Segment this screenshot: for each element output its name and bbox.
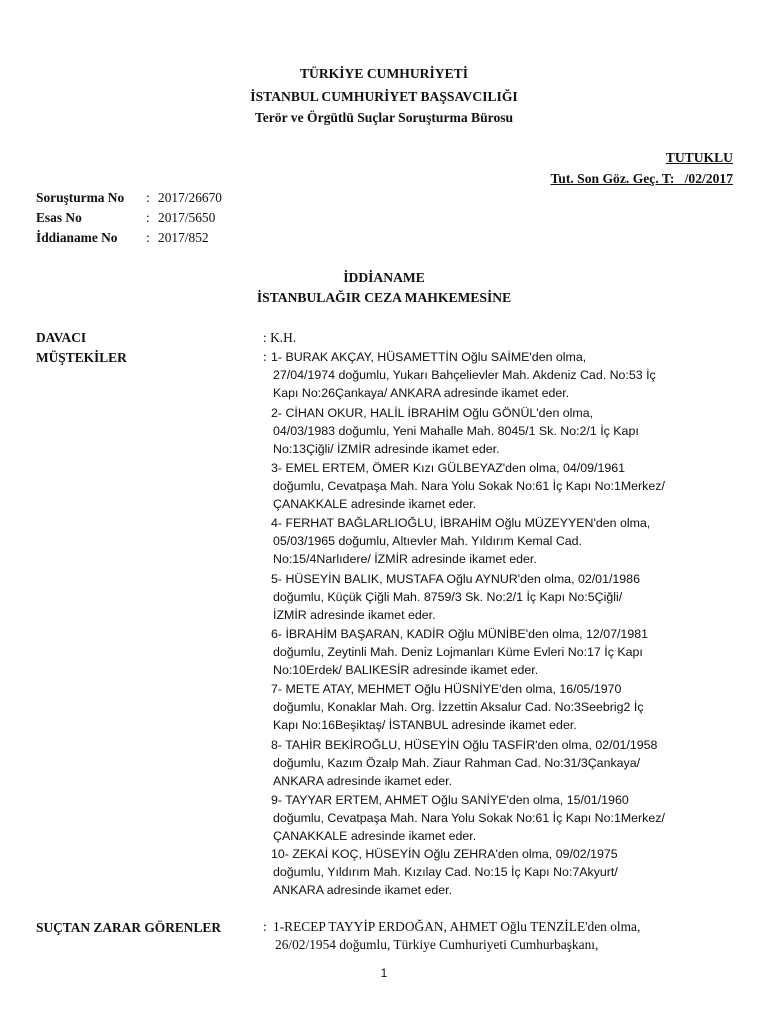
entry-line: 5- HÜSEYİN BALIK, MUSTAFA Oğlu AYNUR'den olma, 02/01/1986 [271, 572, 640, 586]
entry-line: doğumlu, Kazım Özalp Mah. Ziaur Rahman Cad. No:31/3Çankaya/ [273, 756, 641, 770]
entry-line: 6- İBRAHİM BAŞARAN, KADİR Oğlu MÜNİBE'den olma, 12/07/1981 [271, 627, 648, 641]
complainant-entry [271, 348, 741, 402]
entry-line: 4- FERHAT BAĞLARLIOĞLU, İBRAHİM Oğlu MÜZEYYEN'den olma, [271, 516, 651, 530]
meta-investigation-no [36, 190, 222, 206]
victims-label: SUÇTAN ZARAR GÖRENLER [36, 920, 222, 935]
complainant-entry [271, 736, 741, 790]
complainant-entry [271, 680, 741, 734]
davaci-value [263, 329, 733, 347]
entry-line: 1- BURAK AKÇAY, HÜSAMETTİN Oğlu SAİME'den olma, [271, 350, 587, 364]
entry-line: 05/03/1965 doğumlu, Altıevler Mah. Yıldırım Kemal Cad. [273, 534, 583, 548]
meta-label: Soruşturma No [36, 190, 125, 205]
entry-line: İZMİR adresinde ikamet eder. [273, 608, 436, 622]
entry-line: 04/03/1983 doğumlu, Yeni Mahalle Mah. 8045/1 Sk. No:2/1 İç Kapı [273, 424, 639, 438]
entry-line: doğumlu, Cevatpaşa Mah. Nara Yolu Sokak No:61 İç Kapı No:1Merkez/ [273, 479, 665, 493]
court-title: İSTANBULAĞIR CEZA MAHKEMESİNE [256, 290, 512, 305]
davaci-colon: : [263, 330, 267, 345]
complainant-entry [271, 570, 741, 624]
entry-line: 1-RECEP TAYYİP ERDOĞAN, AHMET Oğlu TENZİLE'den olma, [273, 919, 641, 934]
entry-line: No:15/4Narlıdere/ İZMİR adresinde ikamet eder. [273, 552, 537, 566]
entry-line: ANKARA adresinde ikamet eder. [273, 774, 453, 788]
status-detention-date: Tut. Son Göz. Geç. T: /02/2017 [550, 171, 733, 186]
entry-line: doğumlu, Cevatpaşa Mah. Nara Yolu Sokak No:61 İç Kapı No:1Merkez/ [273, 811, 665, 825]
status-tutuklu: TUTUKLU [665, 150, 733, 165]
victims-colon: : [263, 919, 267, 934]
entry-line: ÇANAKKALE adresinde ikamet eder. [273, 497, 477, 511]
entry-line: Kapı No:16Beşiktaş/ İSTANBUL adresinde ikamet eder. [273, 718, 577, 732]
entry-line: 26/02/1954 doğumlu, Türkiye Cumhuriyeti Cumhurbaşkanı, [275, 937, 599, 952]
meta-value: 2017/26670 [158, 190, 222, 205]
meta-colon: : [146, 230, 150, 245]
musteki-colon: : [263, 349, 267, 364]
entry-line: doğumlu, Küçük Çiğli Mah. 8759/3 Sk. No:2/1 İç Kapı No:5Çiğli/ [273, 590, 623, 604]
meta-indictment-no [36, 230, 209, 246]
page-number: 1 [380, 966, 388, 980]
header-bureau: Terör ve Örgütlü Suçlar Soruşturma Bürosu [254, 110, 514, 125]
entry-line: 3- EMEL ERTEM, ÖMER Kızı GÜLBEYAZ'den olma, 04/09/1961 [271, 461, 626, 475]
davaci-name: K.H. [270, 330, 297, 345]
entry-line: doğumlu, Konaklar Mah. Org. İzzettin Aksalur Cad. No:3Seebrig2 İç [273, 700, 644, 714]
complainant-entry [271, 459, 741, 513]
meta-colon: : [146, 190, 150, 205]
entry-line: 27/04/1974 doğumlu, Yukarı Bahçelievler Mah. Akdeniz Cad. No:53 İç [273, 368, 656, 382]
meta-label: Esas No [36, 210, 82, 225]
entry-line: doğumlu, Zeytinli Mah. Deniz Lojmanları Küme Evleri No:17 İç Kapı [273, 645, 643, 659]
entry-line: ÇANAKKALE adresinde ikamet eder. [273, 829, 477, 843]
meta-label: İddianame No [36, 230, 118, 245]
complainant-entry [271, 791, 741, 845]
entry-line: 8- TAHİR BEKİROĞLU, HÜSEYİN Oğlu TASFİR'den olma, 02/01/1958 [271, 738, 658, 752]
header-republic: TÜRKİYE CUMHURİYETİ [299, 66, 469, 81]
entry-line: No:10Erdek/ BALIKESİR adresinde ikamet eder. [273, 663, 539, 677]
meta-colon: : [146, 210, 150, 225]
meta-value: 2017/5650 [158, 210, 216, 225]
complainant-entry [271, 514, 741, 568]
musteki-label: MÜŞTEKİLER [36, 350, 127, 365]
entry-line: doğumlu, Yıldırım Mah. Kızılay Cad. No:15 İç Kapı No:7Akyurt/ [273, 865, 618, 879]
entry-line: 10- ZEKAİ KOÇ, HÜSEYİN Oğlu ZEHRA'den olma, 09/02/1975 [271, 847, 618, 861]
entry-line: 7- METE ATAY, MEHMET Oğlu HÜSNİYE'den olma, 16/05/1970 [271, 682, 622, 696]
complainant-entry [271, 845, 741, 899]
entry-line: No:13Çiğli/ İZMİR adresinde ikamet eder. [273, 442, 500, 456]
document-title: İDDİANAME [343, 270, 425, 285]
victim-entry [273, 918, 743, 954]
entry-line: 9- TAYYAR ERTEM, AHMET Oğlu SANİYE'den olma, 15/01/1960 [271, 793, 629, 807]
davaci-label: DAVACI [36, 330, 87, 345]
entry-line: Kapı No:26Çankaya/ ANKARA adresinde ikamet eder. [273, 386, 570, 400]
meta-value: 2017/852 [158, 230, 209, 245]
entry-line: ANKARA adresinde ikamet eder. [273, 883, 453, 897]
entry-line: 2- CİHAN OKUR, HALİL İBRAHİM Oğlu GÖNÜL'den olma, [271, 406, 594, 420]
meta-case-no [36, 210, 215, 226]
complainant-entry [271, 625, 741, 679]
header-prosecutor-office: İSTANBUL CUMHURİYET BAŞSAVCILIĞI [250, 89, 518, 104]
complainant-entry [271, 404, 741, 458]
